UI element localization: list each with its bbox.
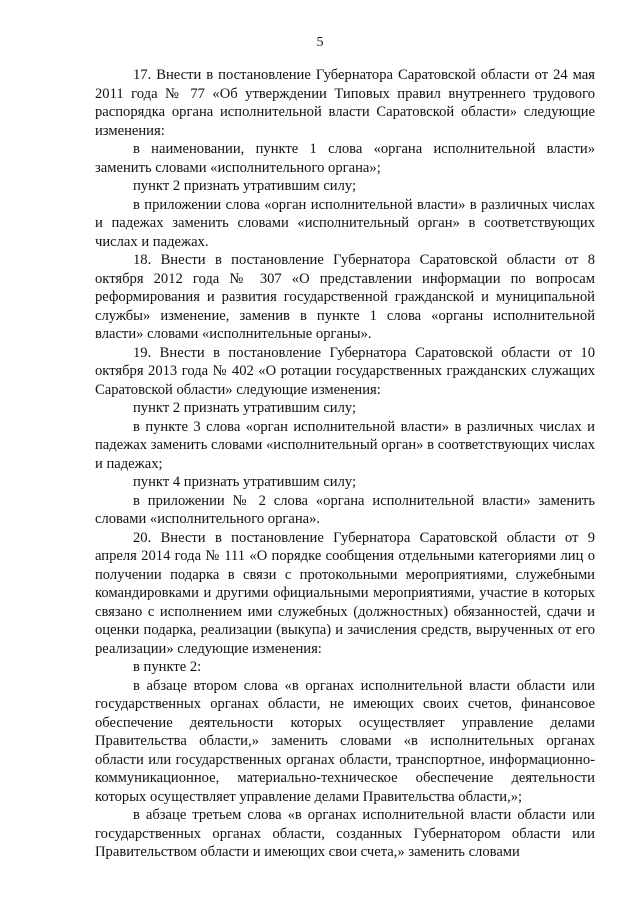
paragraph-item-18: 18. Внести в постановление Губернатора Саратовской области от 8 октября 2012 года № 307 «О представлении информации по вопросам реформирования и развития государственной гражданской и муниципальной службы» изменение, заменив в пункте 1 слова «органы исполнительной власти» словами «исполнительные органы». <box>95 252 595 342</box>
paragraph-19-clause-2-void: пункт 2 признать утратившим силу; <box>133 400 357 416</box>
paragraph-20-clause-2: в пункте 2: <box>133 659 202 675</box>
paragraph-item-20: 20. Внести в постановление Губернатора Саратовской области от 9 апреля 2014 года № 111 «О порядке сообщения отдельными категориями лиц о получении подарка в связи с протокольными мероприятиями, служебными командировками и другими официальными мероприятиями, участие в которых связано с исполнением ими служебных (должностных) обязанностей, сдачи и оценки подарка, реализации (выкупа) и зачисления средств, вырученных от его реализации» следующие изменения: <box>95 529 595 657</box>
paragraph-19-clause-3-change: в пункте 3 слова «орган исполнительной власти» в различных числах и падежах заменить словами «исполнительный орган» в соответствующих числах и падежах; <box>95 418 595 472</box>
paragraph-item-19: 19. Внести в постановление Губернатора Саратовской области от 10 октября 2013 года № 402 «О ротации государственных гражданских служащих Саратовской области» следующие изменения: <box>95 344 595 398</box>
paragraph-20-subparagraph-2: в абзаце втором слова «в органах исполнительной власти области или государственных органах области, не имеющих своих счетов, финансовое обеспечение деятельности которых осуществляет управление делами Правительства области,» заменить словами «в исполнительных органах области или государственных органах области, транспортное, информационно-коммуникационное, материально-техническое обеспечение деятельности которых осуществляет управление делами Правительства области,»; <box>95 677 595 805</box>
paragraph-19-clause-4-void: пункт 4 признать утратившим силу; <box>133 474 357 490</box>
paragraph-20-subparagraph-3: в абзаце третьем слова «в органах исполнительной власти области или государственных органах области, созданных Губернатором области или Правительством области и имеющих свои счета,» заменить словами <box>95 807 595 860</box>
document-body <box>95 66 595 862</box>
paragraph-19-appendix-2-change: в приложении № 2 слова «органа исполнительной власти» заменить словами «исполнительного органа». <box>95 492 595 527</box>
paragraph-17-title-change: в наименовании, пункте 1 слова «органа исполнительной власти» заменить словами «исполнительного органа»; <box>95 141 595 176</box>
paragraph-item-17: 17. Внести в постановление Губернатора Саратовской области от 24 мая 2011 года № 77 «Об утверждении Типовых правил внутреннего трудового распорядка органа исполнительной власти Саратовской области» следующие изменения: <box>95 67 595 139</box>
paragraph-17-clause-2-void: пункт 2 признать утратившим силу; <box>133 178 357 194</box>
page-number: 5 <box>316 35 324 50</box>
paragraph-17-appendix-change: в приложении слова «орган исполнительной власти» в различных числах и падежах заменить словами «исполнительный орган» в соответствующих числах и падежах. <box>95 196 595 250</box>
